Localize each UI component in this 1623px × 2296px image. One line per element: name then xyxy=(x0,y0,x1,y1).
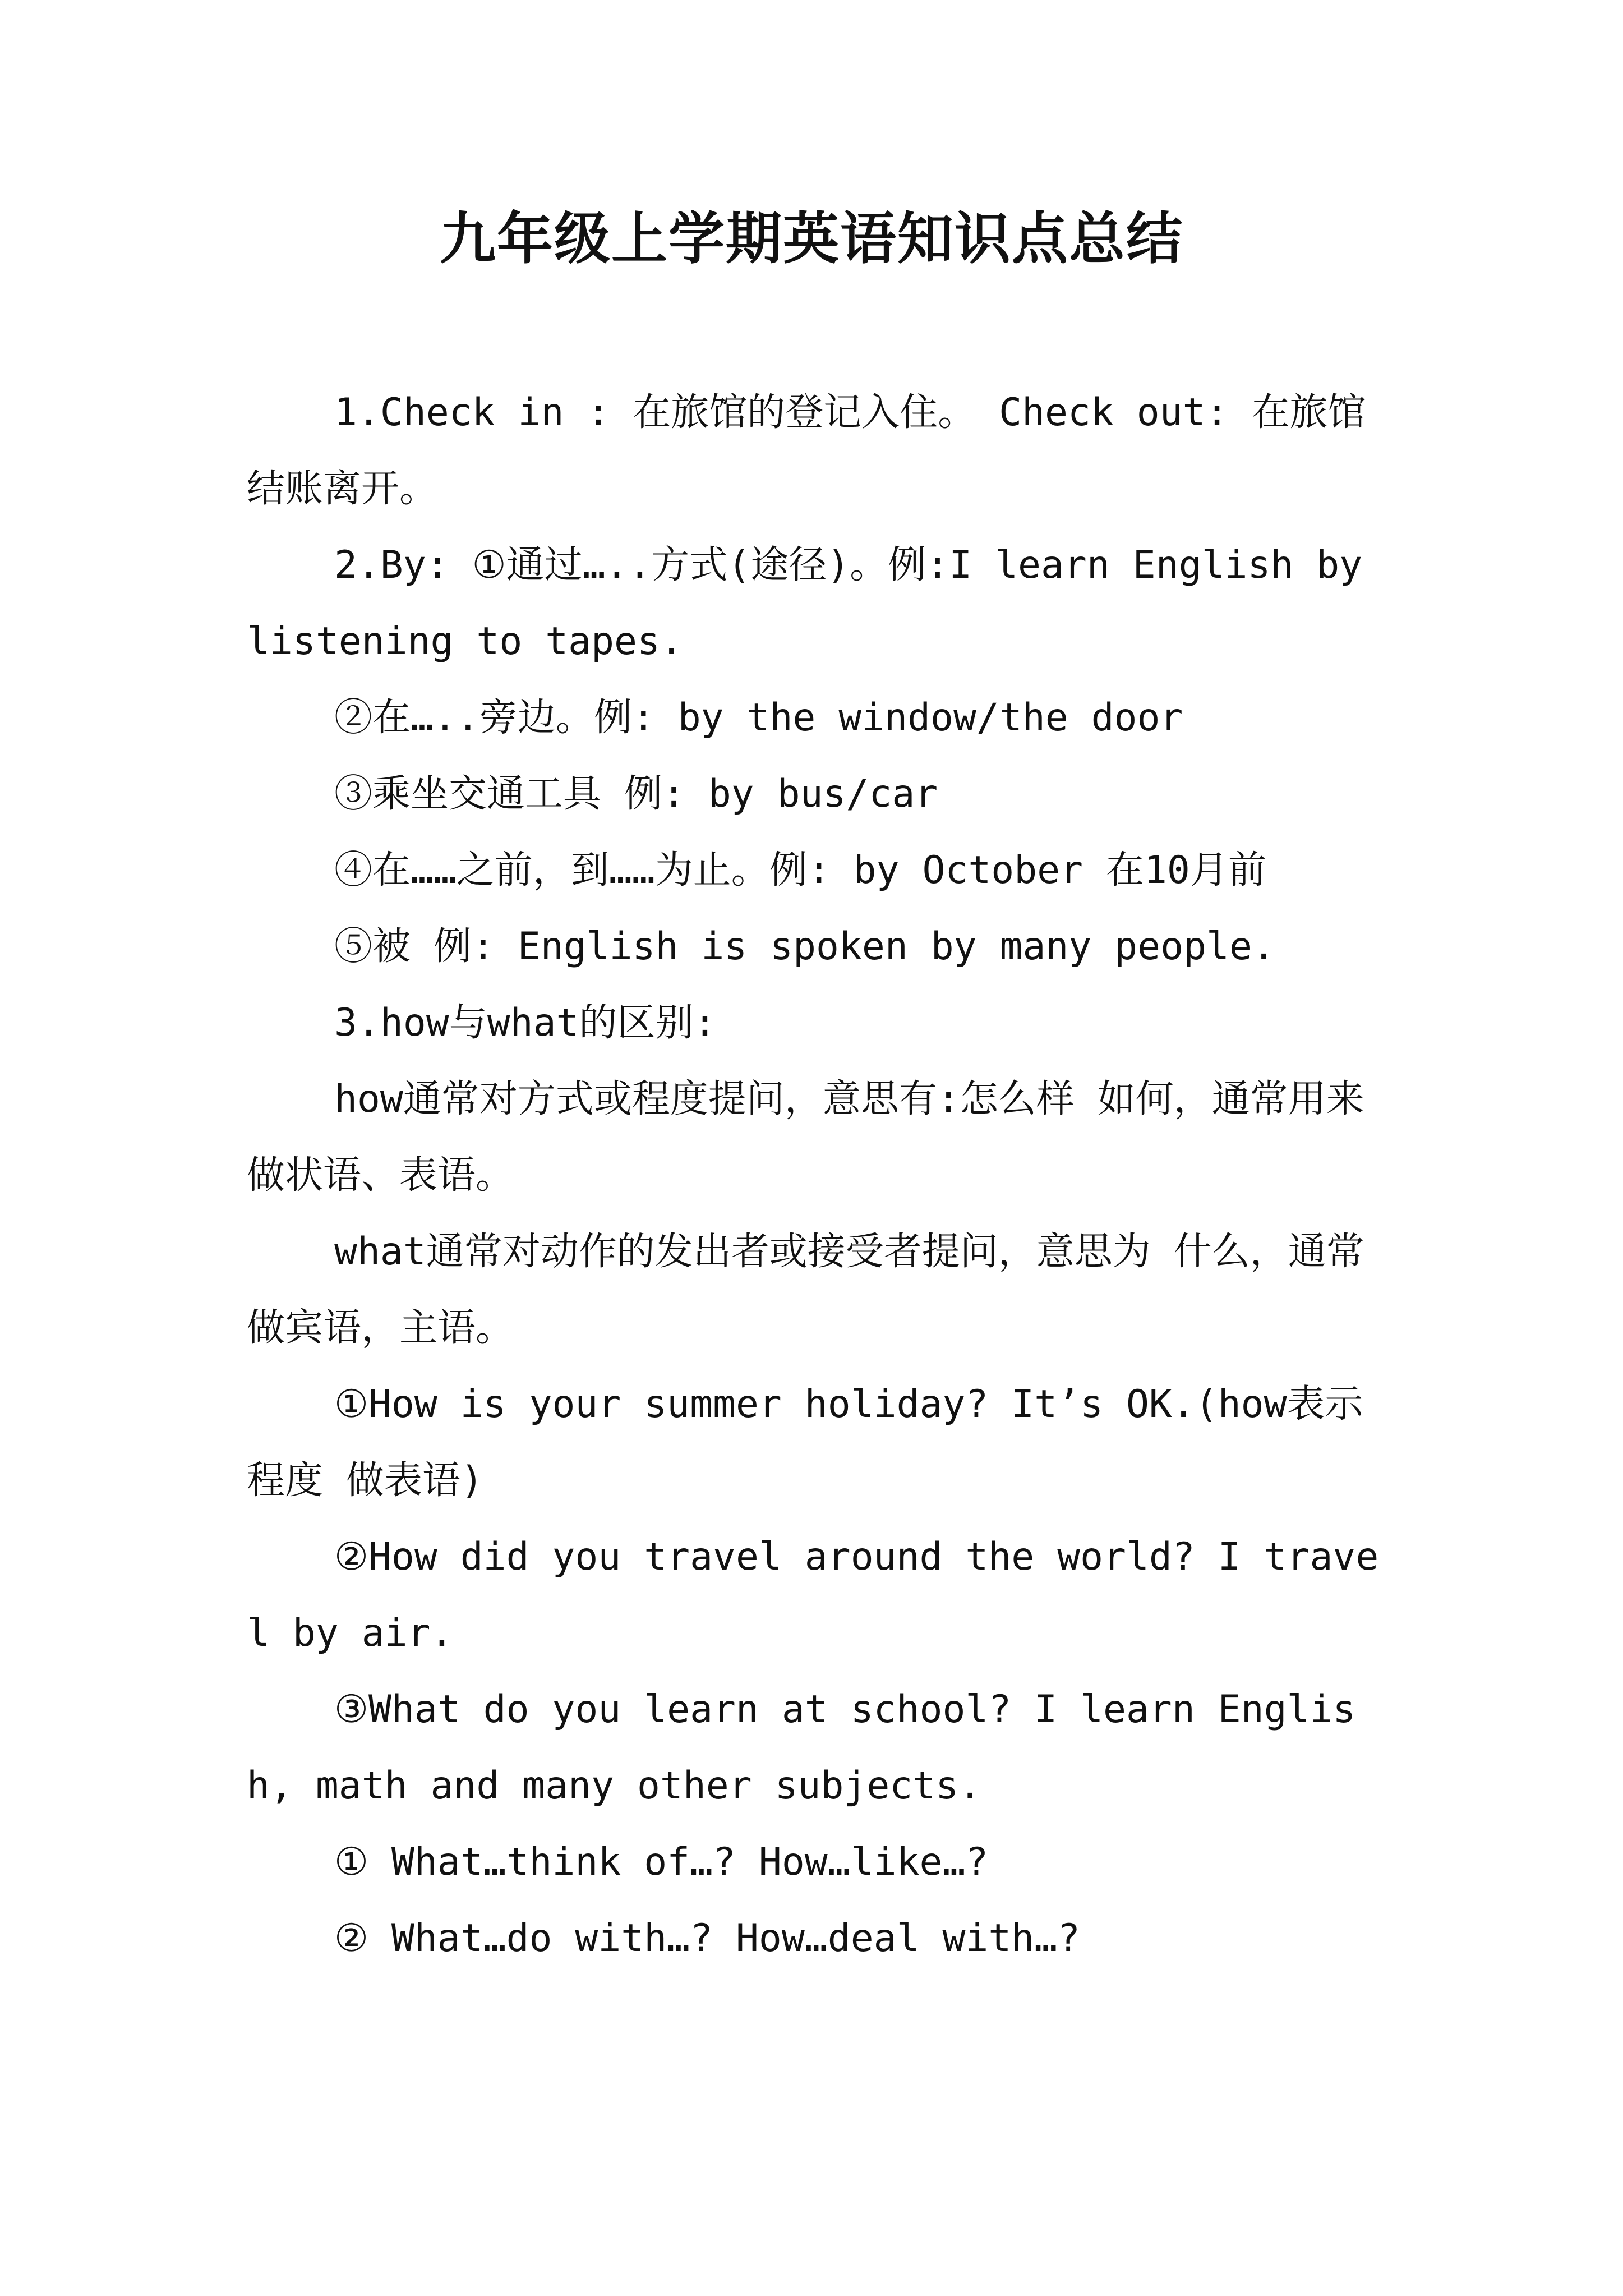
paragraph-example-3: ③What do you learn at school? I learn English, math and many other subjects. xyxy=(247,1687,1356,1808)
paragraph-pair-1: ① What…think of…? How…like…? xyxy=(334,1840,989,1884)
paragraph-by-before: ④在……之前，到……为止。例: by October 在10月前 xyxy=(334,848,1266,892)
document-title: 九年级上学期英语知识点总结 xyxy=(440,205,1183,272)
document-body xyxy=(247,375,1396,1977)
paragraph-what-usage: what通常对动作的发出者或接受者提问，意思为 什么，通常做宾语，主语。 xyxy=(247,1230,1364,1350)
paragraph-check-in-out: 1.Check in : 在旅馆的登记入住。 Check out: 在旅馆结账离开。 xyxy=(247,390,1366,511)
paragraph-how-usage: how通常对方式或程度提问，意思有:怎么样 如何，通常用来做状语、表语。 xyxy=(247,1077,1364,1198)
paragraph-example-1: ①How is your summer holiday? It’s OK.(how表示程度 做表语) xyxy=(247,1382,1363,1503)
paragraph-by-passive: ⑤被 例: English is spoken by many people. xyxy=(334,924,1275,969)
paragraph-by-beside: ②在…..旁边。例: by the window/the door xyxy=(334,696,1183,740)
paragraph-by-means: 2.By: ①通过…..方式(途径)。例:I learn English by listening to tapes. xyxy=(247,543,1386,664)
paragraph-how-what-heading: 3.how与what的区别: xyxy=(334,1001,717,1045)
paragraph-by-transport: ③乘坐交通工具 例: by bus/car xyxy=(334,772,938,816)
paragraph-pair-2: ② What…do with…? How…deal with…? xyxy=(334,1916,1081,1961)
paragraph-example-2: ②How did you travel around the world? I travel by air. xyxy=(247,1535,1379,1655)
